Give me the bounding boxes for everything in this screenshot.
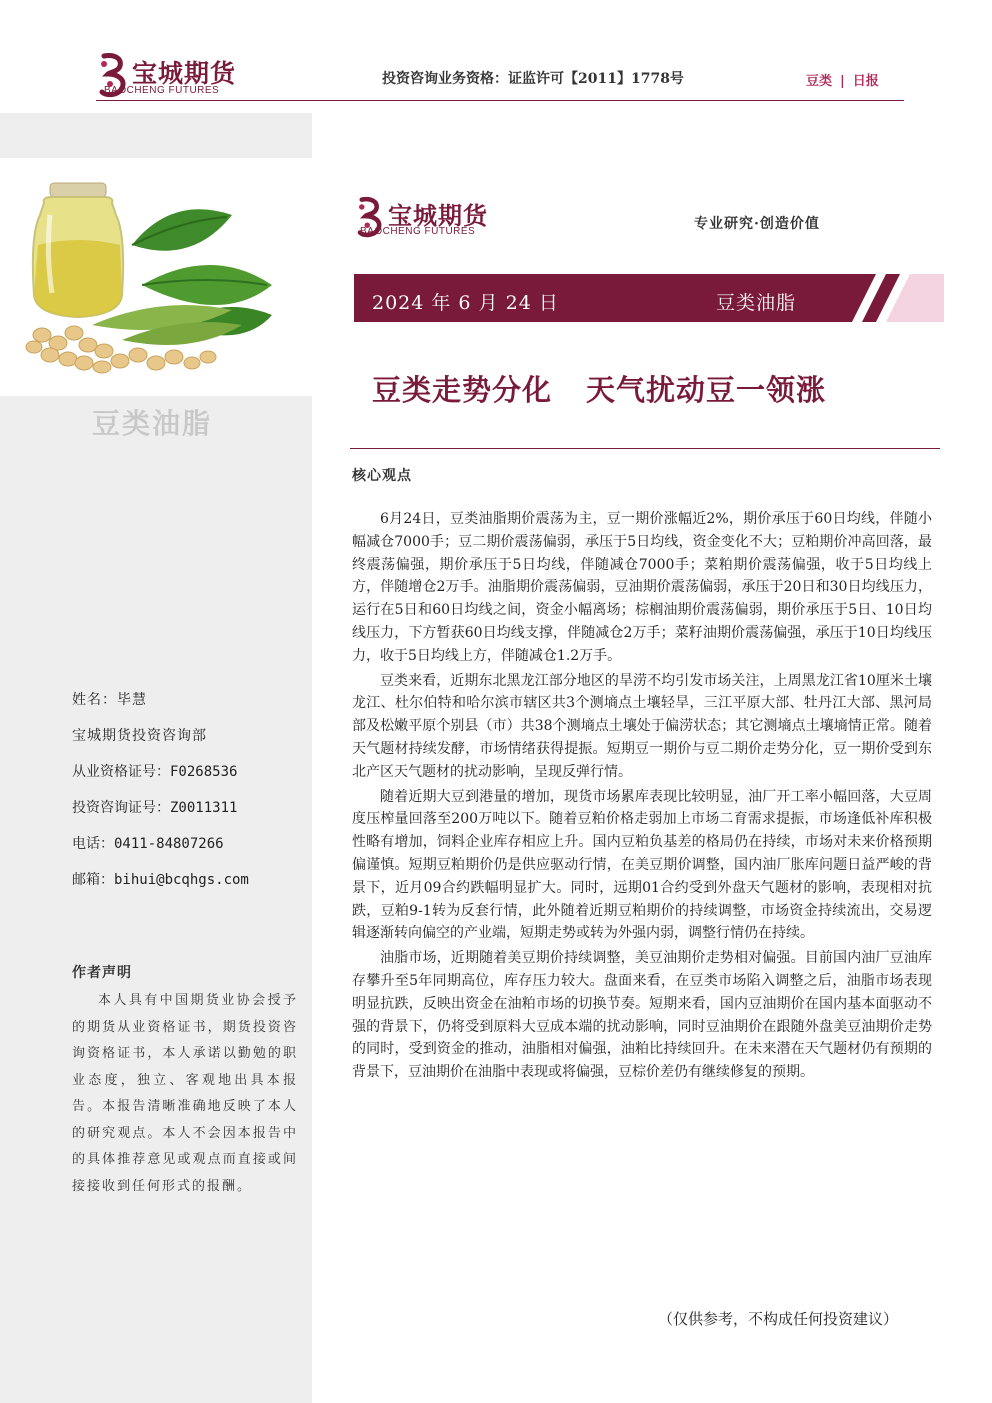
core-view-title: 核心观点 (352, 468, 412, 484)
author-email[interactable]: 邮箱：bihui@bcqhgs.com (72, 872, 249, 888)
author-phone: 电话：0411-84807266 (72, 836, 224, 852)
sidebar-title: 豆类油脂 (92, 407, 213, 440)
report-category: 豆类油脂 (716, 292, 797, 314)
header-logo-cn: 宝城期货 (132, 59, 237, 88)
author-info (72, 690, 249, 906)
author-department: 宝城期货投资咨询部 (72, 728, 207, 744)
author-license-number: 从业资格证号：F0268536 (72, 764, 238, 780)
tag-type: 日报 (852, 74, 879, 89)
main-logo-cn: 宝城期货 (388, 202, 488, 230)
declaration-title: 作者声明 (72, 965, 132, 981)
tag-category: 豆类 (806, 74, 833, 89)
headline-part1: 豆类走势分化 (372, 373, 553, 407)
report-date: 2024 年 6 月 24 日 (372, 292, 559, 314)
header-tags (806, 70, 879, 89)
author-consult-number: 投资咨询证号：Z0011311 (72, 800, 238, 816)
main-logo-en: BAOCHENG FUTURES (360, 226, 476, 237)
main-logo (354, 196, 524, 240)
paragraph-soybean: 豆类来看，近期东北黑龙江部分地区的旱涝不均引发市场关注，上周黑龙江省10厘米土壤龙江、杜尔伯特和哈尔滨市辖区共3个测墒点土壤轻旱，三江平原大部、牡丹江大部、黑河局部及松嫩平原个别县（市）共38个测墒点土壤处于偏涝状态；其它测墒点土壤墒情正常。随着天气题材持续发酵，市场情绪获得提振。短期豆一期价与豆二期价走势分化，豆一期价受到东北产区天气题材的扰动影响，呈现反弹行情。 (352, 672, 932, 780)
headline-part2: 天气扰动豆一领涨 (586, 373, 827, 407)
disclaimer: （仅供参考，不构成任何投资建议） (658, 1310, 899, 1328)
oil-jar-soybeans-illustration (22, 175, 292, 375)
paragraph-soymeal: 随着近期大豆到港量的增加，现货市场累库表现比较明显，油厂开工率小幅回落，大豆周度压榨量回落至200万吨以下。随着豆粕价格走弱加上市场二育需求提振，市场逢低补库积极性略有增加，饲料企业库存相应上升。国内豆粕负基差的格局仍在持续，市场对未来价格预期偏谨慎。短期豆粕期价仍是供应驱动行情，在美豆期价调整，国内油厂胀库问题日益严峻的背景下，近月09合约跌幅明显扩大。同时，远期01合约受到外盘天气题材的影响，表现相对抗跌，豆粕9-1转为反套行情，此外随着近期豆粕期价的持续调整，市场资金持续流出，交易逻辑逐渐转向偏空的产业端，短期走势或转为外强内弱，调整行情仍在持续。 (352, 788, 932, 942)
tag-separator: | (840, 74, 845, 89)
declaration-body: 本人具有中国期货业协会授予的期货从业资格证书，期货投资咨询资格证书，本人承诺以勤勉的职业态度，独立、客观地出具本报告。本报告清晰准确地反映了本人的研究观点。本人不会因本报告中的具体推荐意见或观点而直接或间接接收到任何形式的报酬。 (72, 993, 298, 1194)
header-divider (96, 100, 904, 101)
date-banner (354, 274, 944, 322)
paragraph-market-summary: 6月24日，豆类油脂期价震荡为主，豆一期价涨幅近2%，期价承压于60日均线，伴随小幅减仓7000手；豆二期价震荡偏弱，承压于5日均线，资金变化不大；豆粕期价冲高回落，最终震荡偏强，期价承压于5日均线，伴随减仓7000手；菜粕期价震荡偏强，收于5日均线上方，伴随增仓2万手。油脂期价震荡偏弱，豆油期价震荡偏弱，承压于20日和30日均线压力，运行在5日和60日均线之间，资金小幅离场；棕榈油期价震荡偏弱，期价承压于5日、10日均线压力，下方暂获60日均线支撑，伴随减仓2万手；菜籽油期价震荡偏强，承压于10日均线压力，收于5日均线上方，伴随减仓1.2万手。 (352, 511, 932, 664)
header-logo (96, 52, 256, 102)
license-text: 投资咨询业务资格：证监许可【2011】1778号 (382, 71, 684, 87)
author-name: 姓名：毕慧 (72, 692, 147, 708)
headline-divider (350, 448, 940, 449)
headline (372, 368, 826, 409)
paragraph-oils: 油脂市场，近期随着美豆期价持续调整，美豆油期价走势相对偏强。目前国内油厂豆油库存攀升至5年同期高位，库存压力较大。盘面来看，在豆类市场陷入调整之后，油脂市场表现明显抗跌，反映出资金在油粕市场的切换节奏。短期来看，国内豆油期价在国内基本面驱动不强的背景下，仍将受到原料大豆成本端的扰动影响，同时豆油期价在跟随外盘美豆油期价走势的同时，受到资金的推动，油脂相对偏强，油粕比持续回升。在未来潜在天气题材仍有预期的背景下，豆油期价在油脂中表现或将偏强，豆棕价差仍有继续修复的预期。 (352, 950, 932, 1081)
motto: 专业研究·创造价值 (694, 216, 820, 232)
header-logo-en: BAOCHENG FUTURES (104, 85, 220, 96)
report-body (352, 508, 932, 1086)
